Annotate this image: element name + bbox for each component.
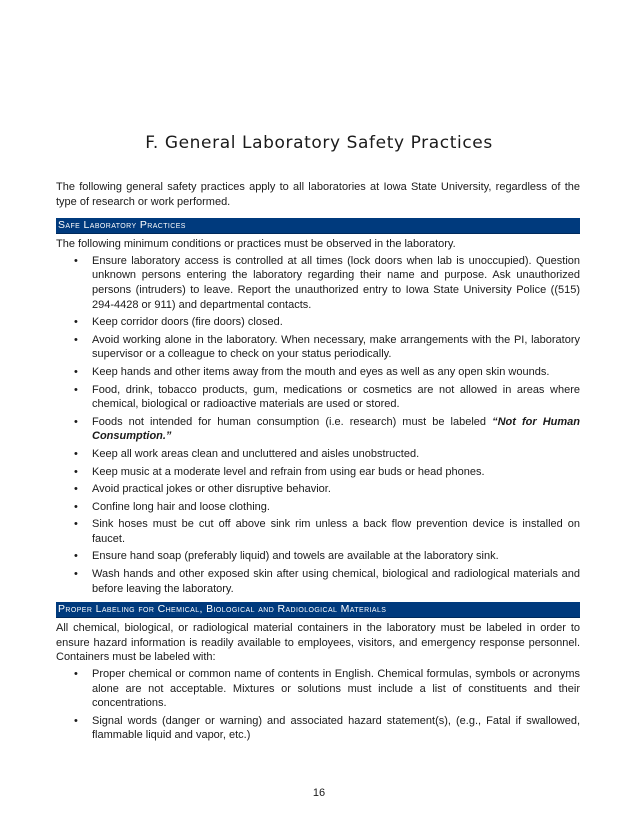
emphasis-label: “Not for Human Consumption.” [92,415,580,443]
list-item: • Proper chemical or common name of contents in English. Chemical formulas, symbols or acronyms alone are not acceptable. Mixtures or solutions must include a list of constituents and their concentrations. [74,668,580,710]
list-item: • Confine long hair and loose clothing. [74,500,270,513]
intro-paragraph: The following general safety practices apply to all laboratories at Iowa State University, regardless of the type of research or work performed. [56,181,580,208]
bullet-icon: • [74,383,78,396]
bullet-icon: • [74,568,78,581]
bullet-icon: • [74,365,78,378]
bullet-icon: • [74,518,78,531]
list-item: • Ensure laboratory access is controlled at all times (lock doors when lab is unoccupied). Question unknown persons entering the laboratory regarding their name and purpose. Ask unauthorized persons (intruders) to leave. Report the unauthorized entry to Iowa State University Police ((515) 294-4428 or 911) and departmental contacts. [74,254,580,311]
bullet-icon: • [74,500,78,513]
list-item: • Food, drink, tobacco products, gum, medications or cosmetics are not allowed in areas where chemical, biological or radioactive materials are used or stored. [74,383,580,411]
list-item: • Keep music at a moderate level and refrain from using ear buds or head phones. [74,465,485,478]
page-content [56,180,580,746]
bullet-icon: • [74,465,78,478]
list-item: • Avoid working alone in the laboratory. When necessary, make arrangements with the PI, laboratory supervisor or a colleague to check on your status periodically. [74,333,580,361]
bullet-icon: • [74,668,78,681]
list-item: • Signal words (danger or warning) and associated hazard statement(s), (e.g., Fatal if swallowed, flammable liquid and vapor, etc.) [74,714,580,742]
list-item: • Keep all work areas clean and uncluttered and aisles unobstructed. [74,447,420,460]
bullet-icon: • [74,333,78,346]
list-item: • Ensure hand soap (preferably liquid) and towels are available at the laboratory sink. [74,550,499,563]
section-header-safe-lab-practices: Safe Laboratory Practices [56,218,580,234]
list-item: • Avoid practical jokes or other disruptive behavior. [74,483,331,496]
page-title: F. General Laboratory Safety Practices [145,133,493,153]
bullet-icon: • [74,714,78,727]
section-lead-safe-lab-practices: The following minimum conditions or practices must be observed in the laboratory. [56,238,456,251]
bullet-icon: • [74,447,78,460]
list-item: • Sink hoses must be cut off above sink rim unless a back flow prevention device is installed on faucet. [74,518,580,545]
safe-practices-list [56,254,580,596]
list-item: • Keep hands and other items away from the mouth and eyes as well as any open skin wounds. [74,365,550,378]
labeling-list [56,667,580,743]
list-item: • Wash hands and other exposed skin after using chemical, biological and radiological materials and before leaving the laboratory. [74,568,580,595]
list-item: • Foods not intended for human consumption (i.e. research) must be labeled “Not for Human Consumption.” [74,415,580,443]
bullet-icon: • [74,550,78,563]
list-item: • Keep corridor doors (fire doors) closed. [74,316,283,329]
section-lead-proper-labeling: All chemical, biological, or radiological material containers in the laboratory must be labeled in order to ensure hazard information is readily available to employees, visitors, and emergency response personnel. Containers must be labeled with: [56,622,580,664]
page-number: 16 [312,787,326,799]
bullet-icon: • [74,483,78,496]
section-header-proper-labeling: Proper Labeling for Chemical, Biological and Radiological Materials [56,602,580,618]
bullet-icon: • [74,415,78,428]
bullet-icon: • [74,254,78,267]
bullet-icon: • [74,316,78,329]
